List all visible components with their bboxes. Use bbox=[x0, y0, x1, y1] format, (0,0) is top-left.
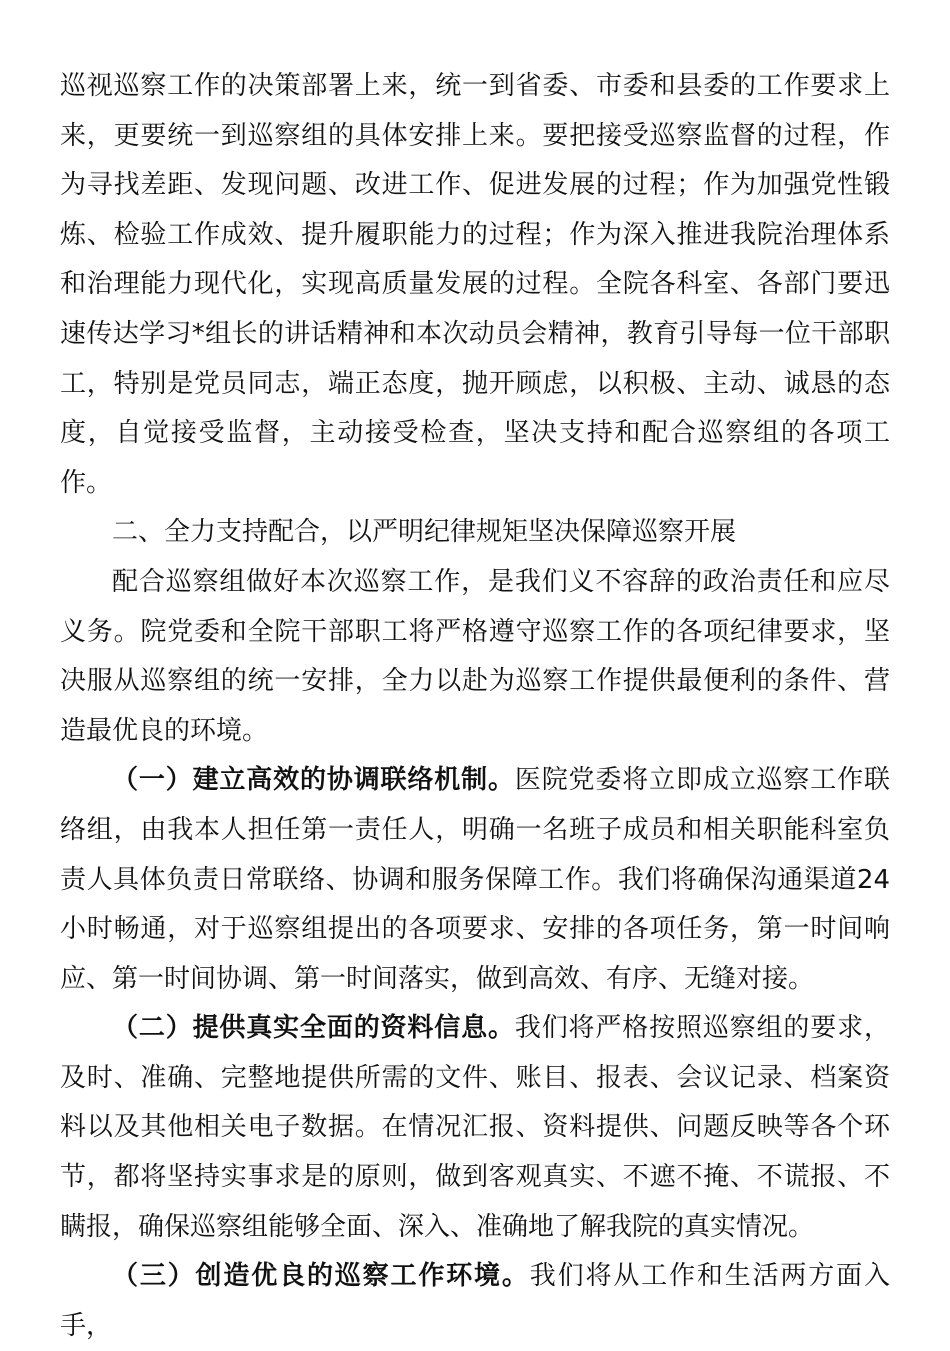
list-item-2-title: （二）提供真实全面的资料信息。 bbox=[112, 1013, 515, 1044]
list-item-1-title: （一）建立高效的协调联络机制。 bbox=[112, 765, 515, 796]
list-item-3-body: 我们将从工作和生活两方面入手， bbox=[60, 1261, 890, 1341]
paragraph-section-2-intro: 配合巡察组做好本次巡察工作，是我们义不容辞的政治责任和应尽义务。院党委和全院干部职工将严格遵守巡察工作的各项纪律要求，坚决服从巡察组的统一安排，全力以赴为巡察工作提供最便利的条件、营造最优良的环境。 bbox=[60, 566, 890, 746]
paragraph-continuation: 巡视巡察工作的决策部署上来，统一到省委、市委和县委的工作要求上来，更要统一到巡察组的具体安排上来。要把接受巡察监督的过程，作为寻找差距、发现问题、改进工作、促进发展的过程；作为加强党性锻炼、检验工作成效、提升履职能力的过程；作为深入推进我院治理体系和治理能力现代化，实现高质量发展的过程。全院各科室、各部门要迅速传达学习*组长的讲话精神和本次动员会精神，教育引导每一位干部职工，特别是党员同志，端正态度，抛开顾虑，以积极、主动、诚恳的态度，自觉接受监督，主动接受检查，坚决支持和配合巡察组的各项工作。 bbox=[60, 71, 890, 498]
document-page bbox=[60, 62, 890, 1351]
list-item-3-title: （三）创造优良的巡察工作环境。 bbox=[112, 1261, 530, 1292]
section-heading-2: 二、全力支持配合，以严明纪律规矩坚决保障巡察开展 bbox=[112, 517, 737, 548]
list-item-2 bbox=[60, 1004, 890, 1252]
list-item-2-body: 我们将严格按照巡察组的要求，及时、准确、完整地提供所需的文件、账目、报表、会议记录、档案资料以及其他相关电子数据。在情况汇报、资料提供、问题反映等各个环节，都将坚持实事求是的原则，做到客观真实、不遮不掩、不谎报、不瞒报，确保巡察组能够全面、深入、准确地了解我院的真实情况。 bbox=[60, 1013, 890, 1242]
list-item-1 bbox=[60, 756, 890, 1004]
list-item-3 bbox=[60, 1252, 890, 1351]
list-item-1-body: 医院党委将立即成立巡察工作联络组，由我本人担任第一责任人，明确一名班子成员和相关职能科室负责人具体负责日常联络、协调和服务保障工作。我们将确保沟通渠道24小时畅通，对于巡察组提出的各项要求、安排的各项任务，第一时间响应、第一时间协调、第一时间落实，做到高效、有序、无缝对接。 bbox=[60, 765, 890, 994]
